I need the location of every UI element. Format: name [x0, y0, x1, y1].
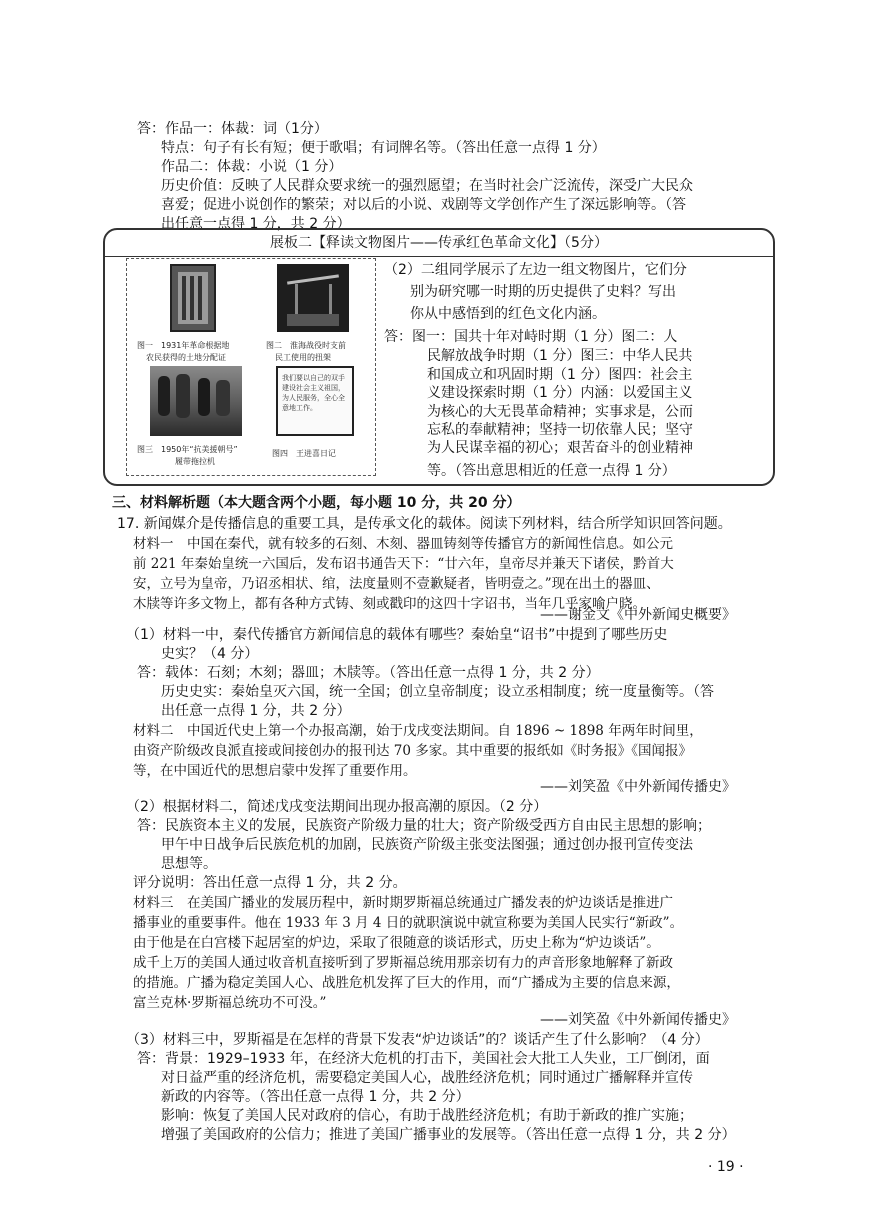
answer-historical-value: 历史价值：反映了人民群众要求统一的强烈愿望；在当时社会广泛流传，深受广大民众 [161, 178, 693, 194]
answer2-line3: 思想等。 [161, 856, 217, 872]
figure3-caption-line2: 履带拖拉机 [175, 457, 215, 466]
question17-stem: 17. 新闻媒介是传播信息的重要工具，是传承文化的载体。阅读下列材料，结合所学知识回答问题。 [117, 516, 732, 532]
question1-line1: （1）材料一中，秦代传播官方新闻信息的载体有哪些？秦始皇“诏书”中提到了哪些历史 [126, 627, 668, 643]
material3-line4: 成千上万的美国人通过收音机直接听到了罗斯福总统用那亲切有力的声音形象地解释了新政 [133, 955, 673, 971]
question1-line2: 史实？（4 分） [161, 646, 259, 662]
panel-question-line2: 别为研究哪一时期的历史提供了史料？写出 [410, 284, 676, 300]
answer3-line3: 新政的内容等。（答出任意一点得 1 分，共 2 分） [161, 1089, 470, 1105]
figure1-caption-line2: 农民获得的土地分配证 [146, 353, 226, 362]
answer2-line2: 甲午中日战争后民族危机的加剧，民族资产阶级主张变法图强；通过创办报刊宣传变法 [161, 837, 693, 853]
answer3-line1: 答：背景：1929–1933 年，在经济大危机的打击下，美国社会大批工人失业，工厂倒闭，面 [137, 1051, 710, 1067]
tractor-photo-image [150, 366, 242, 436]
figure4-caption: 图四 王进喜日记 [272, 449, 336, 458]
material1-line2: 前 221 年秦始皇统一六国后，发布诏书通告天下：“廿六年，皇帝尽并兼天下诸侯，黔首大 [133, 556, 674, 572]
panel-answer-line2: 民解放战争时期（1 分）图三：中华人民共 [427, 348, 693, 364]
scoring-note: 评分说明：答出任意一点得 1 分，共 2 分。 [133, 875, 407, 891]
material3-line5: 的措施。广播为稳定美国人心、战胜危机发挥了巨大的作用，而“广播成为主要的信息来源， [133, 975, 680, 991]
material3-line3: 由于他是在白宫楼下起居室的炉边，采取了很随意的谈话形式，历史上称为“炉边谈话”。 [133, 935, 660, 951]
panel-answer-line1: 答：图一：国共十年对峙时期（1 分）图二：人 [384, 329, 678, 345]
answer1-line1: 答：载体：石刻；木刻；器皿；木牍等。（答出任意一点得 1 分，共 2 分） [137, 665, 600, 681]
answer1-line2: 历史史实：秦始皇灭六国，统一全国；创立皇帝制度；设立丞相制度；统一度量衡等。（答 [161, 684, 714, 700]
panel-answer-line7: 为人民谋幸福的初心；艰苦奋斗的创业精神 [427, 440, 693, 456]
material1-line4: 木牍等许多文物上，都有各种方式铸、刻或戳印的这四十字诏书，当年几乎家喻户晓。 [133, 596, 646, 612]
answer3-line2: 对日益严重的经济危机，需要稳定美国人心，战胜经济危机；同时通过广播解释并宣传 [161, 1070, 693, 1086]
material1-line3: 安，立号为皇帝，乃诏丞相状、绾，法度量则不壹歉疑者，皆明壹之。”现在出土的器皿、 [133, 576, 660, 592]
answer3-line4: 影响：恢复了美国人民对政府的信心，有助于战胜经济危机；有助于新政的推广实施； [161, 1108, 693, 1124]
answer-historical-value-end: 出任意一点得 1 分，共 2 分） [161, 216, 351, 232]
panel-answer-line3: 和国成立和巩固时期（1 分）图四：社会主 [427, 366, 693, 383]
question3-stem: （3）材料三中，罗斯福是在怎样的背景下发表“炉边谈话”的？谈话产生了什么影响？（4 分） [126, 1032, 709, 1048]
answer-work1-genre: 答：作品一：体裁：词（1分） [137, 121, 328, 137]
diary-handwriting: 我们要以自己的双手建设社会主义祖国，为人民服务，全心全意地工作。 [282, 374, 345, 412]
figure2-caption-line1: 图二 淮海战役时支前 [266, 341, 346, 350]
material1-source: ——谢金文《中外新闻史概要》 [540, 607, 736, 623]
figure3-caption-line1: 图三 1950年“抗美援朝号” [137, 445, 238, 454]
answer2-line1: 答：民族资本主义的发展，民族资产阶级力量的壮大；资产阶级受西方自由民主思想的影响； [137, 818, 711, 834]
panel-answer-line4: 义建设探索时期（1 分）内涵：以爱国主义 [427, 385, 693, 401]
panel-answer-line6: 忘私的奉献精神；坚持一切依靠人民；坚守 [427, 422, 693, 438]
section3-heading: 三、材料解析题（本大题含两个小题，每小题 10 分，共 20 分） [112, 495, 521, 511]
material2-line2: 由资产阶级改良派直接或间接创办的报刊达 70 多家。其中重要的报纸如《时务报》《国闻报》 [133, 743, 693, 759]
panel-answer-line8: 等。（答出意思相近的任意一点得 1 分） [427, 463, 676, 479]
land-certificate-image [170, 264, 216, 332]
material3-source: ——刘笑盈《中外新闻传播史》 [540, 1012, 736, 1028]
panel-question-line1: （2）二组同学展示了左边一组文物图片，它们分 [384, 262, 687, 278]
answer1-line3: 出任意一点得 1 分，共 2 分） [161, 703, 351, 719]
material2-line1: 材料二 中国近代史上第一个办报高潮，始于戊戌变法期间。自 1896 ~ 1898 年两年时间里， [133, 723, 703, 739]
carrying-pole-image [277, 264, 349, 332]
panel-question-line3: 你从中感悟到的红色文化内涵。 [410, 306, 606, 322]
answer-work1-features: 特点：句子有长有短；便于歌唱；有词牌名等。（答出任意一点得 1 分） [161, 140, 606, 156]
diary-page-image [276, 366, 354, 436]
page-number: · 19 · [708, 1159, 744, 1175]
material1-line1: 材料一 中国在秦代，就有较多的石刻、木刻、器皿铸刻等传播官方的新闻性信息。如公元 [133, 536, 673, 552]
material2-line3: 等，在中国近代的思想启蒙中发挥了重要作用。 [133, 763, 417, 779]
figure1-caption-line1: 图一 1931年革命根据地 [137, 341, 230, 350]
question2-stem: （2）根据材料二，简述戊戌变法期间出现办报高潮的原因。（2 分） [126, 799, 548, 815]
answer3-line5: 增强了美国政府的公信力；推进了美国广播事业的发展等。（答出任意一点得 1 分，共 2 分） [161, 1127, 736, 1143]
answer-historical-value-cont: 喜爱；促进小说创作的繁荣；对以后的小说、戏剧等文学创作产生了深远影响等。（答 [161, 197, 686, 213]
material2-source: ——刘笑盈《中外新闻传播史》 [540, 779, 736, 795]
answer-work2-genre: 作品二：体裁：小说（1 分） [161, 159, 343, 175]
material3-line2: 播事业的重要事件。他在 1933 年 3 月 4 日的就职演说中就宣称要为美国人民实行“新政”。 [133, 915, 684, 931]
material3-line1: 材料三 在美国广播业的发展历程中，新时期罗斯福总统通过广播发表的炉边谈话是推进广 [133, 895, 673, 911]
panel-answer-line5: 为核心的大无畏革命精神；实事求是，公而 [427, 403, 693, 420]
material3-line6: 富兰克林·罗斯福总统功不可没。” [133, 995, 327, 1011]
exhibit-board-divider [105, 256, 773, 257]
exhibit-board-title: 展板二【释读文物图片——传承红色革命文化】（5分） [270, 235, 608, 251]
figure2-caption-line2: 民工使用的扭架 [275, 353, 331, 362]
